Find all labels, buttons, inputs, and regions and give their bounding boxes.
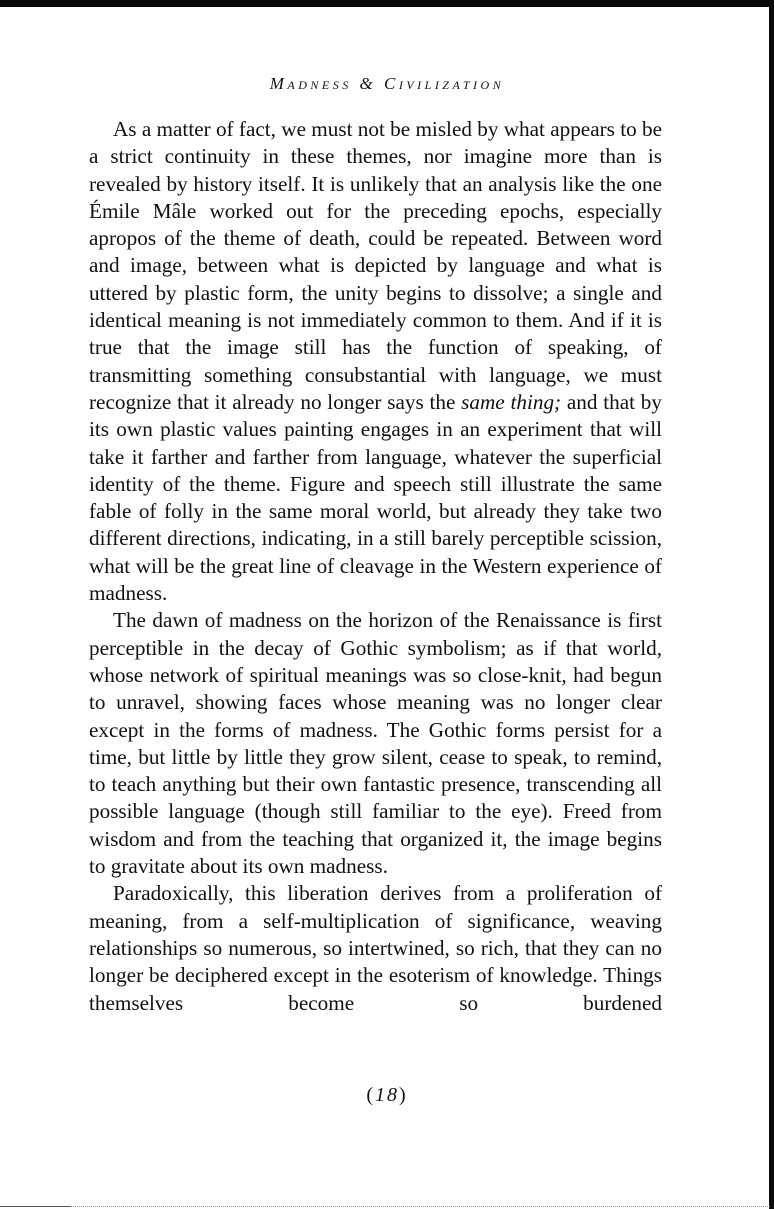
paragraph-1-text-a: As a matter of fact, we must not be misled by what appears to be a strict continuity in these themes, nor imagine more than is revealed by history itself. It is unlikely that an analysis like the one Émile Mâle worked out for the preceding epochs, especially apropos of the theme of death, could be repeated. Between word and image, between what is depicted by language and what is uttered by plastic form, the unity begins to dissolve; a single and identical meaning is not immediately common to them. And if it is true that the image still has the function of speaking, of transmitting something consubstantial with language, we must recognize that it already no longer says the bbox=[89, 117, 662, 414]
paragraph-1-emphasis: same thing; bbox=[461, 389, 562, 414]
page-body bbox=[89, 116, 662, 1017]
scan-rule-bottom bbox=[0, 1206, 70, 1207]
folio-number: 18 bbox=[375, 1084, 399, 1106]
scan-dots-bottom bbox=[70, 1206, 770, 1207]
scan-border-right bbox=[769, 0, 774, 1209]
paragraph-1-text-b: and that by its own plastic values painting engages in an experiment that will take it farther and farther from language, whatever the superficial identity of the theme. Figure and speech still illustrate the same fable of folly in the same moral world, but already they take two different directions, indicating, in a still barely perceptible scission, what will be the great line of cleavage in the Western experience of madness. bbox=[89, 389, 662, 606]
scan-border-top bbox=[0, 0, 774, 7]
running-header: Madness & Civilization bbox=[269, 74, 505, 93]
paragraph-1 bbox=[89, 116, 662, 607]
paragraph-2: The dawn of madness on the horizon of the Renaissance is first perceptible in the decay of Gothic symbolism; as if that world, whose network of spiritual meanings was so close-knit, had begun to unravel, showing faces whose meaning was no longer clear except in the forms of madness. The Gothic forms persist for a time, but little by little they grow silent, cease to speak, to remind, to teach anything but their own fantastic presence, transcending all possible language (though still familiar to the eye). Freed from wisdom and from the teaching that organized it, the image begins to gravitate about its own madness. bbox=[89, 608, 662, 879]
page-number bbox=[0, 1084, 774, 1107]
folio-close-paren: ) bbox=[399, 1084, 408, 1106]
paragraph-3: Paradoxically, this liberation derives from a proliferation of meaning, from a self-multiplication of significance, weaving relationships so numerous, so intertwined, so rich, that they can no longer be deciphered except in the esoterism of knowledge. Things themselves become so burdened bbox=[89, 881, 662, 1015]
folio-open-paren: ( bbox=[366, 1084, 375, 1106]
